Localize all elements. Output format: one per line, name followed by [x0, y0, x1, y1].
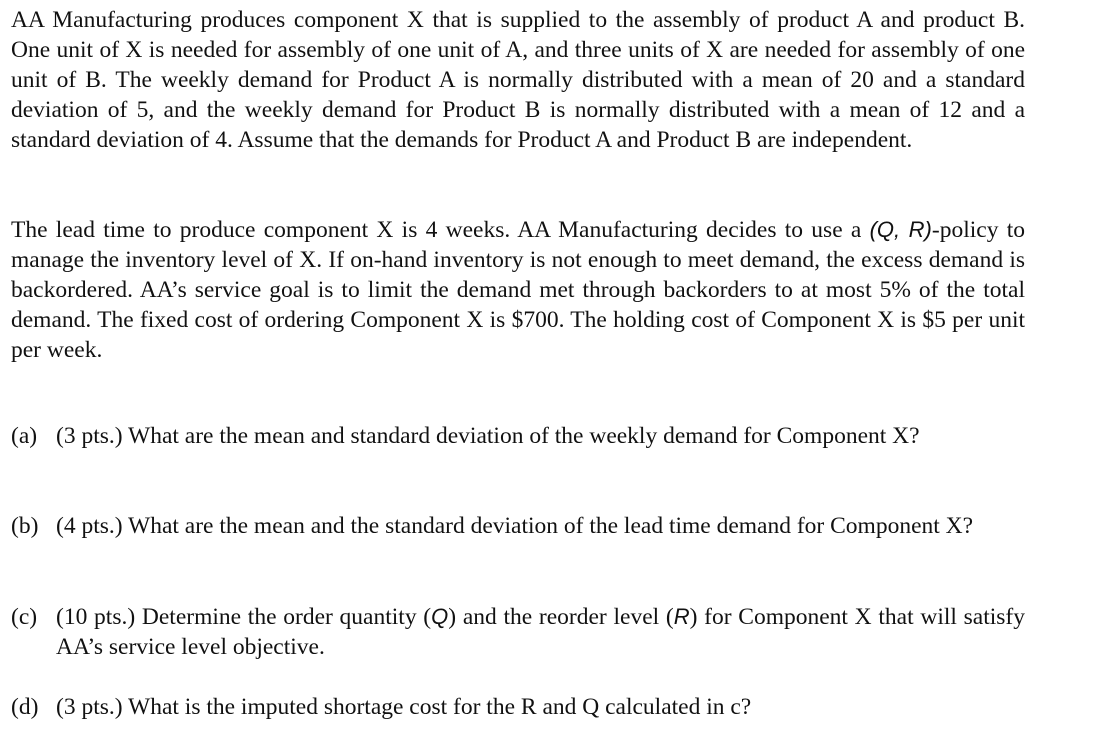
question-label: (b) [11, 513, 39, 539]
order-quantity-symbol: Q [431, 604, 449, 629]
policy-text-start: The lead time to produce component X is 4 weeks. AA Manufacturing decides to use a [11, 217, 870, 243]
policy-paragraph [11, 215, 1025, 365]
question-text-part: (10 pts.) Determine the order quantity ( [56, 604, 432, 630]
question-a [11, 421, 1025, 451]
question-label: (c) [11, 604, 38, 630]
policy-symbol: (Q, R) [869, 217, 932, 242]
question-text: (3 pts.) What are the mean and standard deviation of the weekly demand for Component X? [56, 423, 920, 449]
question-text-part: ) for Component X that will satisfy AA’s service level objective. [56, 604, 1025, 660]
question-c [11, 602, 1025, 662]
question-b [11, 511, 1025, 541]
question-label: (d) [11, 694, 39, 720]
question-text: (4 pts.) What are the mean and the standard deviation of the lead time demand for Component X? [56, 513, 974, 539]
question-text-part: ) and the reorder level ( [448, 604, 674, 630]
policy-text-end: -policy to manage the inventory level of X. If on-hand inventory is not enough to meet demand, the excess demand is backordered. AA’s service goal is to limit the demand met through backorders to at most 5% of the total demand. The fixed cost of ordering Component X is $700. The holding cost of Component X is $5 per unit per week. [11, 217, 1026, 363]
question-label: (a) [11, 423, 38, 449]
reorder-level-symbol: R [673, 604, 690, 629]
question-text: (3 pts.) What is the imputed shortage cost for the R and Q calculated in c? [56, 694, 752, 720]
intro-paragraph: AA Manufacturing produces component X that is supplied to the assembly of product A and product B. One unit of X is needed for assembly of one unit of A, and three units of X are needed for assembly of one unit of B. The weekly demand for Product A is normally distributed with a mean of 20 and a standard deviation of 5, and the weekly demand for Product B is normally distributed with a mean of 12 and a standard deviation of 4. Assume that the demands for Product A and Product B are independent. [11, 7, 1025, 153]
question-text [56, 602, 1025, 662]
question-d [11, 692, 1025, 722]
